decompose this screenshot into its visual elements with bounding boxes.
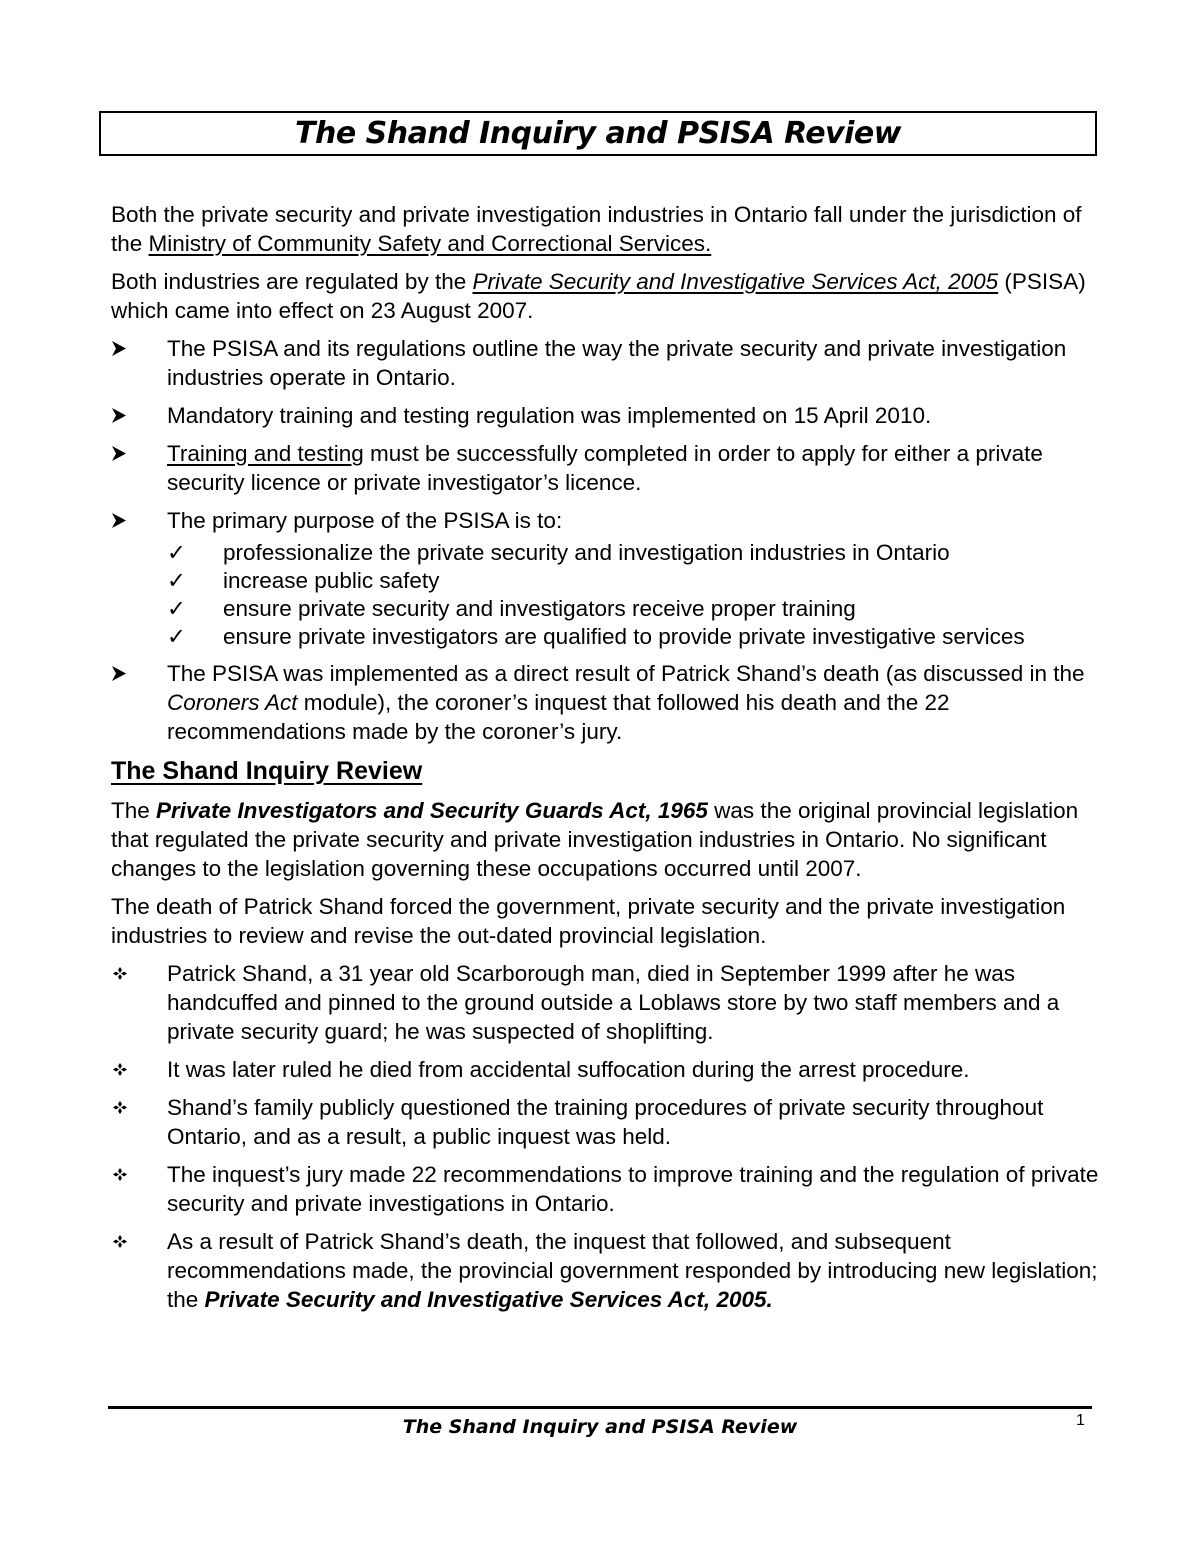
- section-paragraph-2: The death of Patrick Shand forced the government, private security and the private investigation industries to review and revise the out-dated provincial legislation.: [111, 894, 1066, 948]
- arrow-bullet-item: Training and testing must be successfully completed in order to apply for either a private security licence or private investigator’s licence.: [111, 439, 1101, 497]
- checkmark-icon: ✓: [167, 540, 186, 565]
- diamond-bullet-icon: [111, 1093, 139, 1122]
- section-heading: The Shand Inquiry Review: [111, 757, 423, 785]
- diamond-bullet-item: It was later ruled he died from accidental suffocation during the arrest procedure.: [111, 1055, 1101, 1084]
- check-item: ✓ ensure private investigators are qualified to provide private investigative services: [167, 624, 1025, 649]
- check-item: ✓ ensure private security and investigators receive proper training: [167, 596, 856, 621]
- diamond-bullet-item: Shand’s family publicly questioned the training procedures of private security throughout Ontario, and as a result, a public inquest was held.: [111, 1093, 1101, 1151]
- title-box: [99, 111, 1097, 156]
- diamond-bullet-icon: [111, 959, 139, 988]
- psisa-act-link[interactable]: Private Security and Investigative Services Act, 2005: [472, 269, 999, 294]
- training-testing-link[interactable]: Training and testing: [167, 441, 364, 466]
- check-item: ✓ professionalize the private security and investigation industries in Ontario: [167, 540, 950, 565]
- document-body: [111, 200, 1101, 1323]
- arrow-bullet-item: The PSISA and its regulations outline the way the private security and private investigation industries operate in Ontario.: [111, 334, 1101, 392]
- intro-paragraph-1: Both the private security and private investigation industries in Ontario fall under the jurisdiction of the Ministry of Community Safety and Correctional Services.: [111, 202, 1082, 256]
- intro-paragraph-2: Both industries are regulated by the Private Security and Investigative Services Act, 2005 (PSISA) which came into effect on 23 August 2007.: [111, 269, 1086, 323]
- page-title: The Shand Inquiry and PSISA Review: [295, 116, 901, 151]
- diamond-bullet-icon: [111, 1160, 139, 1189]
- checkmark-icon: ✓: [167, 624, 186, 649]
- diamond-bullet-item: As a result of Patrick Shand’s death, the inquest that followed, and subsequent recommendations made, the provincial government responded by introducing new legislation; the Private Security and Investigative Services Act, 2005.: [111, 1227, 1101, 1314]
- footer-title: The Shand Inquiry and PSISA Review: [402, 1416, 798, 1438]
- diamond-bullet-icon: [111, 1055, 139, 1084]
- ministry-link[interactable]: Ministry of Community Safety and Correctional Services.: [148, 231, 712, 256]
- check-item: ✓ increase public safety: [167, 568, 440, 593]
- arrow-bullet-item: Mandatory training and testing regulation was implemented on 15 April 2010.: [111, 401, 1101, 430]
- purpose-checklist: [167, 539, 1101, 651]
- arrow-bullet-item: The primary purpose of the PSISA is to:: [111, 506, 1101, 535]
- checkmark-icon: ✓: [167, 596, 186, 621]
- arrow-bullet-icon: [111, 334, 139, 363]
- arrow-bullet-item: The PSISA was implemented as a direct result of Patrick Shand’s death (as discussed in the Coroners Act module), the coroner’s inquest that followed his death and the 22 recommendations made by the coroner’s jury.: [111, 659, 1101, 746]
- checkmark-icon: ✓: [167, 568, 186, 593]
- arrow-bullet-icon: [111, 659, 139, 688]
- diamond-bullet-item: Patrick Shand, a 31 year old Scarborough man, died in September 1999 after he was handcuffed and pinned to the ground outside a Loblaws store by two staff members and a private security guard; he was suspected of shoplifting.: [111, 959, 1101, 1046]
- diamond-bullet-item: The inquest’s jury made 22 recommendations to improve training and the regulation of private security and private investigations in Ontario.: [111, 1160, 1101, 1218]
- arrow-bullet-icon: [111, 439, 139, 468]
- page-number: 1: [1076, 1412, 1085, 1429]
- arrow-bullet-icon: [111, 506, 139, 535]
- diamond-bullet-icon: [111, 1227, 139, 1256]
- arrow-bullet-icon: [111, 401, 139, 430]
- footer-divider: [108, 1406, 1092, 1409]
- section-paragraph-1: The Private Investigators and Security Guards Act, 1965 was the original provincial legislation that regulated the private security and private investigation industries in Ontario. No significant changes to the legislation governing these occupations occurred until 2007.: [111, 798, 1079, 881]
